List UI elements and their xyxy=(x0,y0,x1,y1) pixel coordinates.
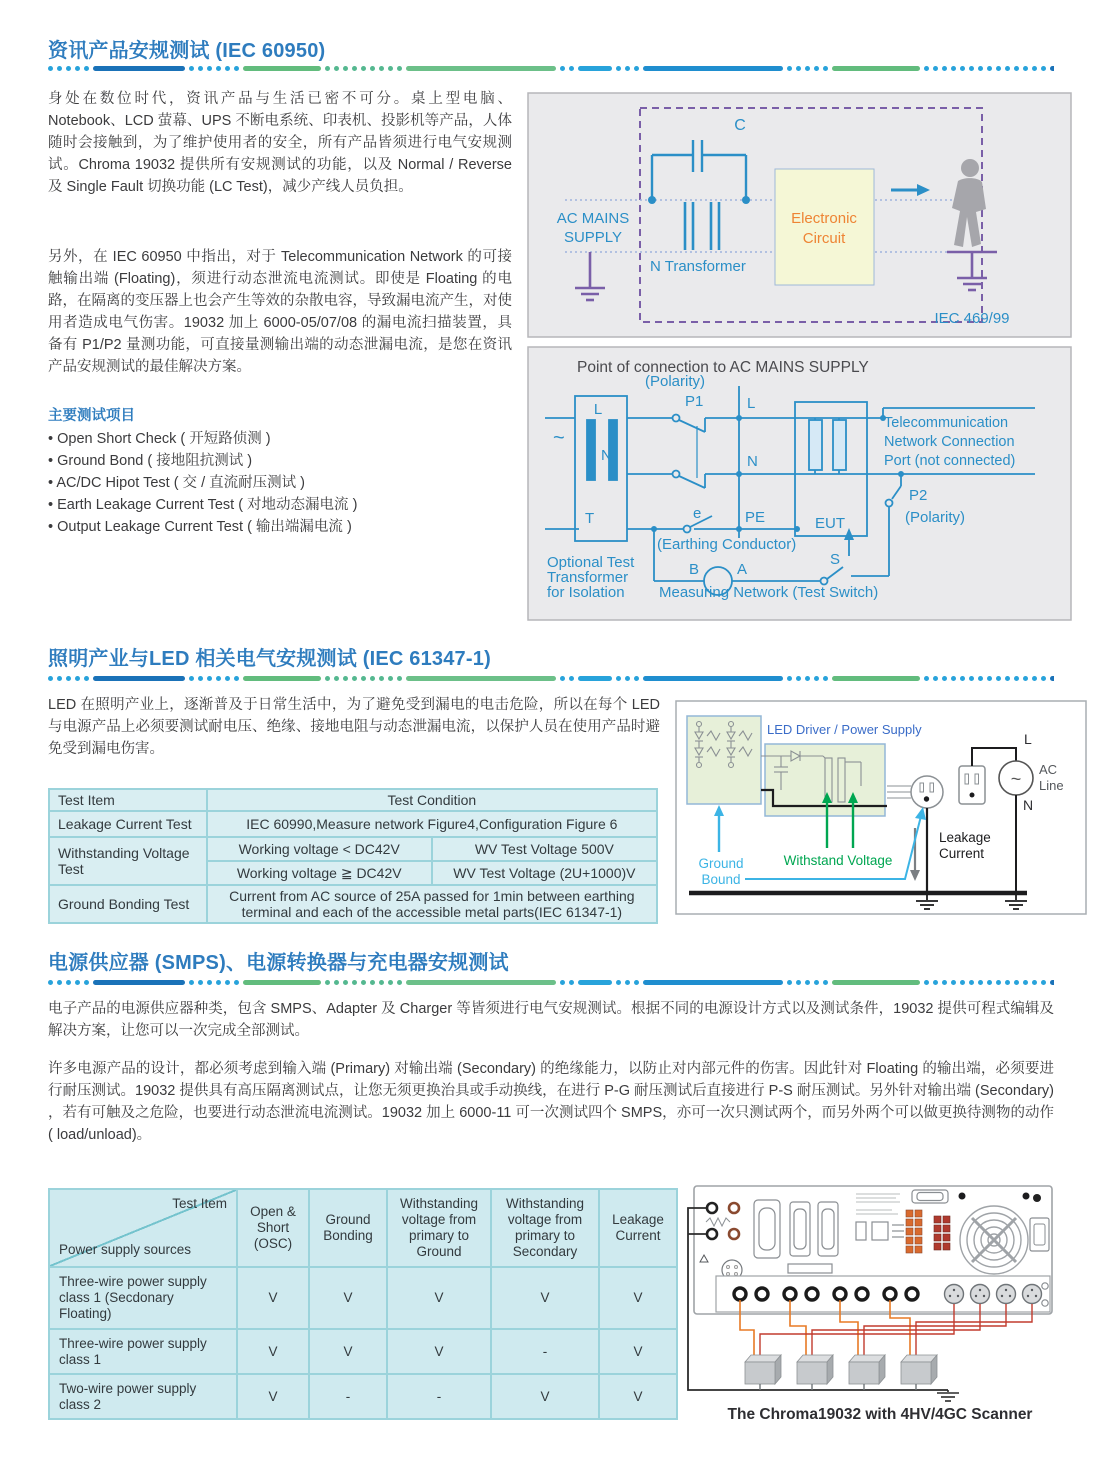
decorative-divider xyxy=(48,66,1054,71)
label-optional-1: Optional Test xyxy=(547,554,635,571)
label-optional-3: for Isolation xyxy=(547,584,625,601)
label-l-rail: L xyxy=(747,395,756,412)
section-led-heading: 照明产业与LED 相关电气安规测试 (IEC 61347-1) xyxy=(48,648,491,670)
table-row xyxy=(49,1374,677,1419)
led-test-table xyxy=(48,788,658,924)
diagram-title: Point of connection to AC MAINS SUPPLY xyxy=(577,359,869,376)
list-item: • AC/DC Hipot Test ( 交 / 直流耐压测试 ) xyxy=(48,472,512,494)
outlet-face xyxy=(959,766,985,804)
column-header: Withstanding voltage from primary to Ground xyxy=(387,1189,491,1267)
connection-point-diagram xyxy=(527,346,1072,626)
table-cell: V xyxy=(599,1267,677,1329)
list-item: • Open Short Check ( 开短路侦测 ) xyxy=(48,428,512,450)
label-n-rail: N xyxy=(747,453,758,470)
table-cell: Working voltage < DC42V xyxy=(207,837,432,861)
label-l-transformer: L xyxy=(593,401,603,418)
label-eut: EUT xyxy=(815,515,845,532)
table-cell: V xyxy=(309,1329,387,1374)
section-smps-paragraph-2: 许多电源产品的设计，都必须考虑到输入端 (Primary) 对输出端 (Secondary) 的绝缘能力，以防止对内部元件的伤害。因此针对 Floating 的输出端，必须要进行耐压测试。19032 提供具有高压隔离测试点，让您无须更换治具或手动换线，在进行 P-G 耐压测试后直接进行 P-S 耐压测试。另外针对输出端 (Secondary) ，若有可触及之危险，也要进行动态泄流电流测试。19032 加上 6000-11 可一次测试四个 SMPS，亦可一次只测试两个，而另外两个可以做更换待测物的动作 ( load/unload)。 xyxy=(48,1061,1054,1143)
iec-469-label: IEC 469/99 xyxy=(934,310,1010,327)
equipment-caption: The Chroma19032 with 4HV/4GC Scanner xyxy=(727,1406,1033,1423)
label-optional-2: Transformer xyxy=(547,569,629,586)
ground-symbol xyxy=(937,1390,959,1401)
led-test-diagram xyxy=(675,700,1087,920)
section-smps-paragraph-1: 电子产品的电源供应器种类，包含 SMPS、Adapter 及 Charger 等皆须进行电气安规测试。根据不同的电源设计方式以及测试条件，19032 提供可程式编辑及解决方案，让您可以一次完成全部测试。 xyxy=(48,1001,1054,1039)
ac-source-symbol: ~ xyxy=(553,427,565,449)
section-smps-heading: 电源供应器 (SMPS)、电源转换器与充电器安规测试 xyxy=(48,952,509,974)
label-pe: PE xyxy=(745,509,766,526)
label-leakage-2: Current xyxy=(939,846,985,861)
label-measuring-network: Measuring Network (Test Switch) xyxy=(659,584,879,601)
list-item: • Earth Leakage Current Test ( 对地动态漏电流 ) xyxy=(48,494,512,516)
table-cell: V xyxy=(237,1329,309,1374)
table-cell: V xyxy=(599,1374,677,1419)
column-header: Withstanding voltage from primary to Secondary xyxy=(491,1189,599,1267)
column-header: Test Condition xyxy=(207,789,657,811)
section-it-paragraph-1: 身处在数位时代，资讯产品与生活已密不可分。桌上型电脑、Notebook、LCD 萤幕、UPS 不断电系统、印表机、投影机等产品，人体随时会接触到，为了维护使用者的安全，所有产品皆须进行电气安规测试。Chroma 19032 提供所有安规测试的功能，以及 Normal / Reverse 及 Single Fault 切换功能 (LC Test)，减少产线人员负担。 xyxy=(48,91,512,195)
label-t: T xyxy=(585,510,595,527)
corner-label-test-item: Test Item xyxy=(172,1196,227,1211)
test-items-list xyxy=(48,428,512,538)
label-p1: P1 xyxy=(685,393,704,410)
label-polarity-2: (Polarity) xyxy=(905,509,966,526)
section-it-paragraph-2: 另外，在 IEC 60950 中指出，对于 Telecommunication Network 的可接触输出端 (Floating)，须进行动态泄流电流测试。即使是 Floating 的电路，在隔离的变压器上也会产生等效的杂散电容，导致漏电流产生，对使用者造成电气伤害。19032 加上 6000-05/07/08 的漏电流扫描装置，具备有 P1/P2 量测功能，可直接量测输出端的动态泄漏电流，是您在资讯产品安规测试的最佳解决方案。 xyxy=(48,249,512,375)
label-ac: AC xyxy=(1039,762,1058,777)
label-withstand-voltage: Withstand Voltage xyxy=(783,853,893,868)
table-cell: IEC 60990,Measure network Figure4,Configuration Figure 6 xyxy=(207,811,657,837)
list-item: • Output Leakage Current Test ( 输出端漏电流 ) xyxy=(48,516,512,538)
label-polarity-1: (Polarity) xyxy=(645,373,706,390)
dut-boxes xyxy=(745,1355,937,1390)
column-header: Test Item xyxy=(49,789,207,811)
table-row-label: Withstanding Voltage Test xyxy=(49,837,207,885)
label-line: L xyxy=(1024,731,1032,747)
corner-label-power-sources: Power supply sources xyxy=(59,1242,192,1257)
led-array-box xyxy=(687,716,761,804)
smps-test-matrix-table xyxy=(48,1188,678,1420)
section-it-heading: 资讯产品安规测试 (IEC 60950) xyxy=(48,40,326,62)
table-row xyxy=(49,1267,677,1329)
mains-capacitance-diagram xyxy=(527,92,1072,343)
chroma-19032-rear-panel-illustration xyxy=(660,1182,1080,1409)
label-n-transformer: N xyxy=(601,447,612,464)
row-label: Two-wire power supply class 2 xyxy=(49,1374,237,1419)
label-p2: P2 xyxy=(909,487,928,504)
table-cell: V xyxy=(491,1374,599,1419)
label-b: B xyxy=(688,561,699,578)
table-cell: V xyxy=(387,1329,491,1374)
table-row-label: Ground Bonding Test xyxy=(49,885,207,923)
electronic-circuit-label-2: Circuit xyxy=(802,230,846,247)
label-s: S xyxy=(830,551,841,568)
table-cell: V xyxy=(237,1267,309,1329)
test-items-subtitle: 主要测试项目 xyxy=(48,408,135,424)
column-header: Leakage Current xyxy=(599,1189,677,1267)
label-neutral: N xyxy=(1023,797,1034,813)
column-header: Open & Short (OSC) xyxy=(237,1189,309,1267)
table-cell: - xyxy=(387,1374,491,1419)
list-item: • Ground Bond ( 接地阻抗测试 ) xyxy=(48,450,512,472)
label-ac-line: Line xyxy=(1039,778,1064,793)
label-a: A xyxy=(737,561,748,578)
table-cell: V xyxy=(387,1267,491,1329)
table-cell: - xyxy=(491,1329,599,1374)
column-header: Ground Bonding xyxy=(309,1189,387,1267)
label-leakage-1: Leakage xyxy=(939,830,991,845)
table-row-label: Leakage Current Test xyxy=(49,811,207,837)
label-ground-bond-1: Ground xyxy=(698,856,744,871)
decorative-divider xyxy=(48,676,1054,681)
ac-tilde: ~ xyxy=(1010,769,1022,789)
table-cell: Working voltage ≧ DC42V xyxy=(207,861,432,885)
label-telecom-3: Port (not connected) xyxy=(884,453,1016,469)
label-ground-bond-2: Bound xyxy=(701,872,741,887)
row-label: Three-wire power supply class 1 (Secdonary Floating) xyxy=(49,1267,237,1329)
table-cell: V xyxy=(237,1374,309,1419)
transformer-label: N Transformer xyxy=(650,258,746,275)
table-row xyxy=(49,1329,677,1374)
row-label: Three-wire power supply class 1 xyxy=(49,1329,237,1374)
section-led-paragraph: LED 在照明产业上，逐渐普及于日常生活中，为了避免受到漏电的电击危险，所以在每个 LED 与电源产品上必须要测试耐电压、绝缘、接地电阻与动态泄漏电流，以保护人员在使用产品时避免受到漏电伤害。 xyxy=(48,697,660,757)
electronic-circuit-box xyxy=(775,169,874,285)
table-cell: V xyxy=(309,1267,387,1329)
ground-terminal xyxy=(1033,1194,1041,1202)
label-earthing-conductor: (Earthing Conductor) xyxy=(657,536,797,553)
plug-face xyxy=(911,776,943,808)
ac-mains-label-line2: SUPPLY xyxy=(563,229,623,246)
label-telecom-2: Network Connection xyxy=(884,434,1015,450)
capacitor-label: C xyxy=(734,117,746,134)
table-cell: V xyxy=(491,1267,599,1329)
table-cell: Current from AC source of 25A passed for 1min between earthing terminal and each of the accessible metal parts(IEC 61347-1) xyxy=(207,885,657,923)
decorative-divider xyxy=(48,980,1054,985)
table-cell: V xyxy=(599,1329,677,1374)
corner-header-cell xyxy=(49,1189,237,1267)
electronic-circuit-label-1: Electronic xyxy=(791,210,857,227)
led-driver-label: LED Driver / Power Supply xyxy=(767,722,922,737)
label-telecom-1: Telecommunication xyxy=(884,415,1009,431)
table-cell: WV Test Voltage (2U+1000)V xyxy=(432,861,657,885)
ac-mains-label-line1: AC MAINS xyxy=(556,210,630,227)
table-cell: - xyxy=(309,1374,387,1419)
label-e: e xyxy=(693,505,702,522)
table-cell: WV Test Voltage 500V xyxy=(432,837,657,861)
